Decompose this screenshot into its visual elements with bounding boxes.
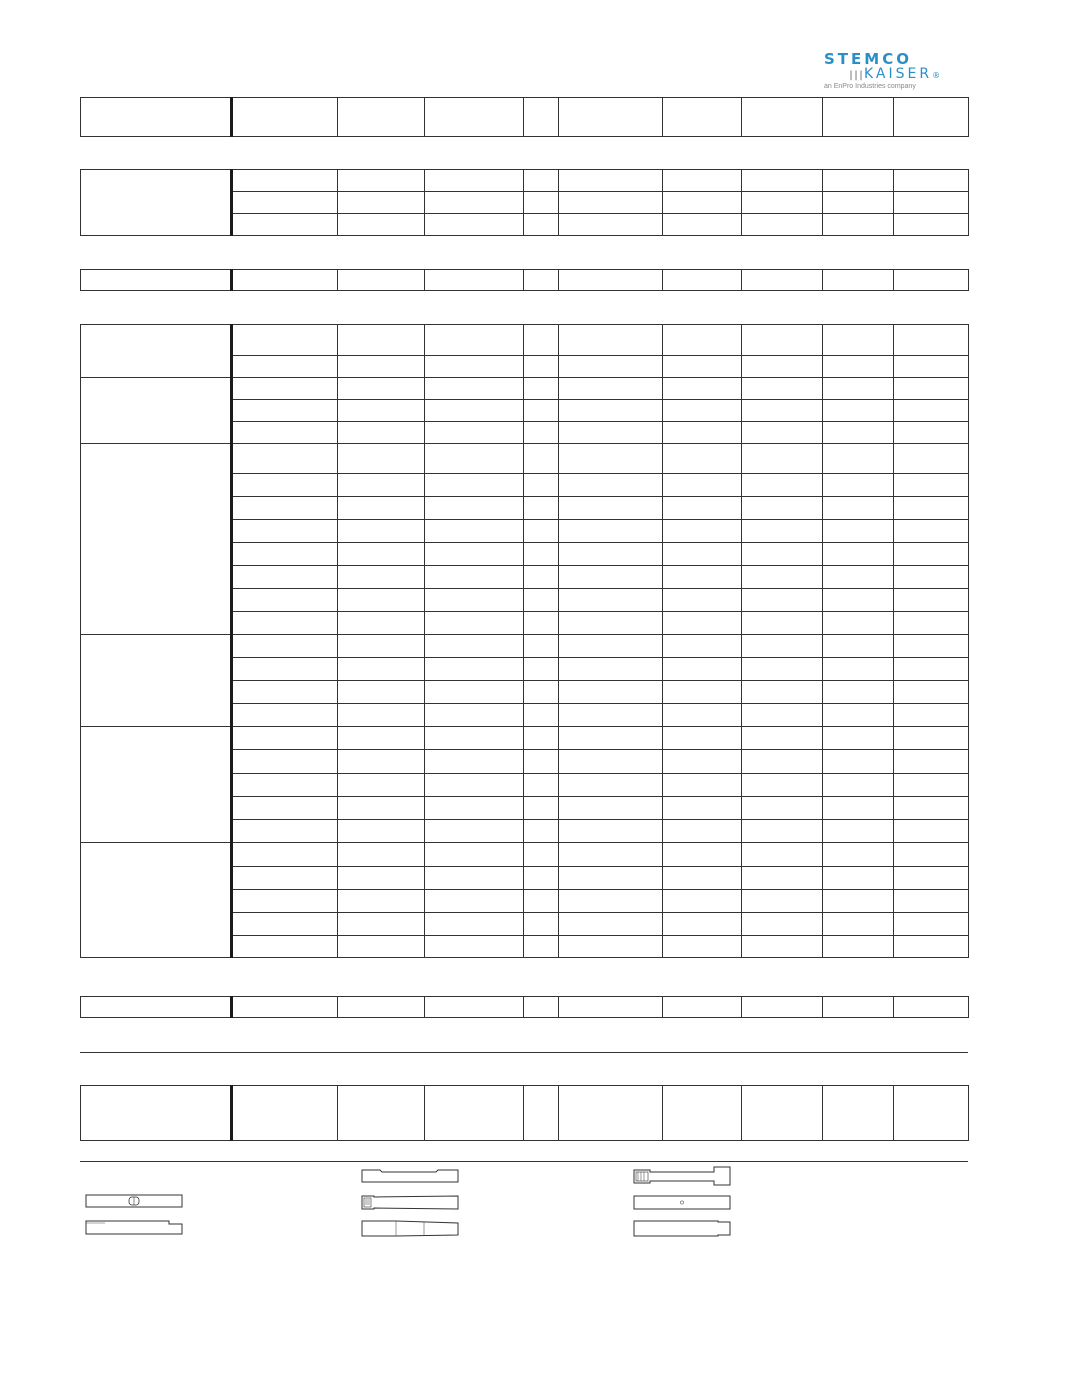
table-row — [81, 98, 969, 137]
pin-center-hole-icon — [85, 1193, 183, 1209]
table-row — [81, 170, 969, 192]
table-row — [81, 843, 969, 867]
table-row — [81, 727, 969, 750]
logo-registered-mark: ® — [932, 71, 944, 80]
table-row — [81, 997, 969, 1018]
table-row — [81, 444, 969, 474]
pin-threaded-stepped-icon — [632, 1165, 732, 1187]
table-row — [81, 635, 969, 658]
footer-table — [80, 1085, 969, 1141]
section-divider — [80, 1052, 968, 1053]
table-row — [81, 378, 969, 400]
table-5 — [80, 996, 969, 1018]
table-2 — [80, 169, 969, 236]
table-row — [81, 1086, 969, 1141]
header-table — [80, 97, 969, 137]
pin-threaded-tapered-icon — [360, 1193, 460, 1211]
logo-kaiser-word: KAISER — [864, 66, 933, 82]
pin-tapered-icon — [360, 1218, 460, 1238]
logo-tagline: an EnPro Industries company — [824, 83, 916, 90]
pin-double-notch-icon — [360, 1166, 460, 1184]
table-4 — [80, 324, 969, 958]
stemco-kaiser-logo — [818, 50, 973, 94]
pin-stepped-icon — [632, 1218, 732, 1238]
logo-stemco-text: STEMCO — [824, 50, 912, 68]
logo-kaiser-text — [864, 66, 943, 82]
logo-bars: ||| — [848, 70, 864, 81]
table-row — [81, 270, 969, 291]
table-row — [81, 325, 969, 356]
table-3 — [80, 269, 969, 291]
legend-divider — [80, 1161, 968, 1162]
pin-small-hole-icon — [632, 1193, 732, 1211]
pin-notched-icon — [85, 1218, 183, 1236]
